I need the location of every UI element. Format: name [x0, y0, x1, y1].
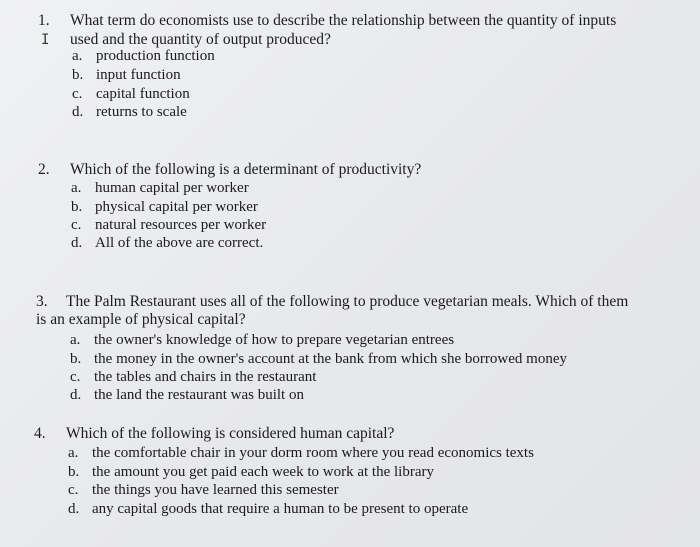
- option-letter: c.: [71, 217, 82, 233]
- option-a[interactable]: [72, 47, 215, 65]
- question-number: 4.: [34, 425, 46, 442]
- option-b[interactable]: [68, 463, 434, 481]
- option-text: human capital per worker: [95, 180, 249, 196]
- question-number: 1.: [38, 12, 50, 29]
- option-text: the amount you get paid each week to work at the library: [92, 464, 434, 480]
- question-text-line-2: is an example of physical capital?: [36, 311, 246, 328]
- option-a[interactable]: [68, 444, 534, 462]
- option-letter: b.: [70, 351, 82, 367]
- option-text: the money in the owner's account at the bank from which she borrowed money: [94, 351, 567, 367]
- option-text: production function: [96, 48, 215, 64]
- question-number: 2.: [38, 161, 50, 178]
- option-c[interactable]: [70, 368, 316, 386]
- option-b[interactable]: [72, 66, 181, 84]
- option-text: the things you have learned this semester: [92, 482, 339, 498]
- option-d[interactable]: [70, 386, 304, 404]
- option-text: the land the restaurant was built on: [94, 387, 304, 403]
- text-cursor-icon: I: [41, 32, 50, 48]
- option-c[interactable]: [71, 216, 266, 234]
- option-letter: d.: [68, 501, 80, 517]
- option-letter: b.: [68, 464, 80, 480]
- option-text: physical capital per worker: [95, 199, 258, 215]
- question-text-line-2: used and the quantity of output produced?: [70, 30, 331, 48]
- option-b[interactable]: [71, 198, 258, 216]
- question-3-prompt-line-1: [36, 293, 628, 312]
- option-a[interactable]: [70, 331, 454, 349]
- option-text: capital function: [96, 86, 190, 102]
- option-text: natural resources per worker: [95, 217, 267, 233]
- option-letter: c.: [72, 86, 83, 102]
- option-letter: d.: [72, 104, 84, 120]
- option-text: the tables and chairs in the restaurant: [94, 369, 317, 385]
- option-letter: d.: [71, 235, 83, 251]
- option-b[interactable]: [70, 350, 567, 368]
- option-text: returns to scale: [96, 104, 187, 120]
- option-letter: c.: [68, 482, 79, 498]
- question-text: [70, 12, 670, 49]
- option-text: any capital goods that require a human to be present to operate: [92, 501, 469, 517]
- option-text: All of the above are correct.: [95, 235, 264, 251]
- question-text: Which of the following is considered human capital?: [66, 425, 395, 442]
- question-text-line-1: The Palm Restaurant uses all of the following to produce vegetarian meals. Which of them: [66, 293, 629, 310]
- option-text: the owner's knowledge of how to prepare vegetarian entrees: [94, 332, 455, 348]
- option-d[interactable]: [72, 103, 187, 121]
- option-c[interactable]: [72, 85, 190, 103]
- option-letter: a.: [72, 48, 83, 64]
- question-text: Which of the following is a determinant of productivity?: [70, 161, 422, 178]
- question-number: 3.: [36, 293, 48, 310]
- option-letter: a.: [70, 332, 81, 348]
- option-letter: b.: [72, 67, 84, 83]
- option-d[interactable]: [68, 500, 468, 518]
- option-d[interactable]: [71, 234, 263, 252]
- option-letter: c.: [70, 369, 81, 385]
- option-letter: a.: [71, 180, 82, 196]
- option-letter: a.: [68, 445, 79, 461]
- option-text: the comfortable chair in your dorm room where you read economics texts: [92, 445, 534, 461]
- question-text-line-1: What term do economists use to describe the relationship between the quantity of inputs: [70, 12, 617, 29]
- option-c[interactable]: [68, 481, 339, 499]
- option-text: input function: [96, 67, 181, 83]
- option-letter: b.: [71, 199, 83, 215]
- option-a[interactable]: [71, 179, 249, 197]
- option-letter: d.: [70, 387, 82, 403]
